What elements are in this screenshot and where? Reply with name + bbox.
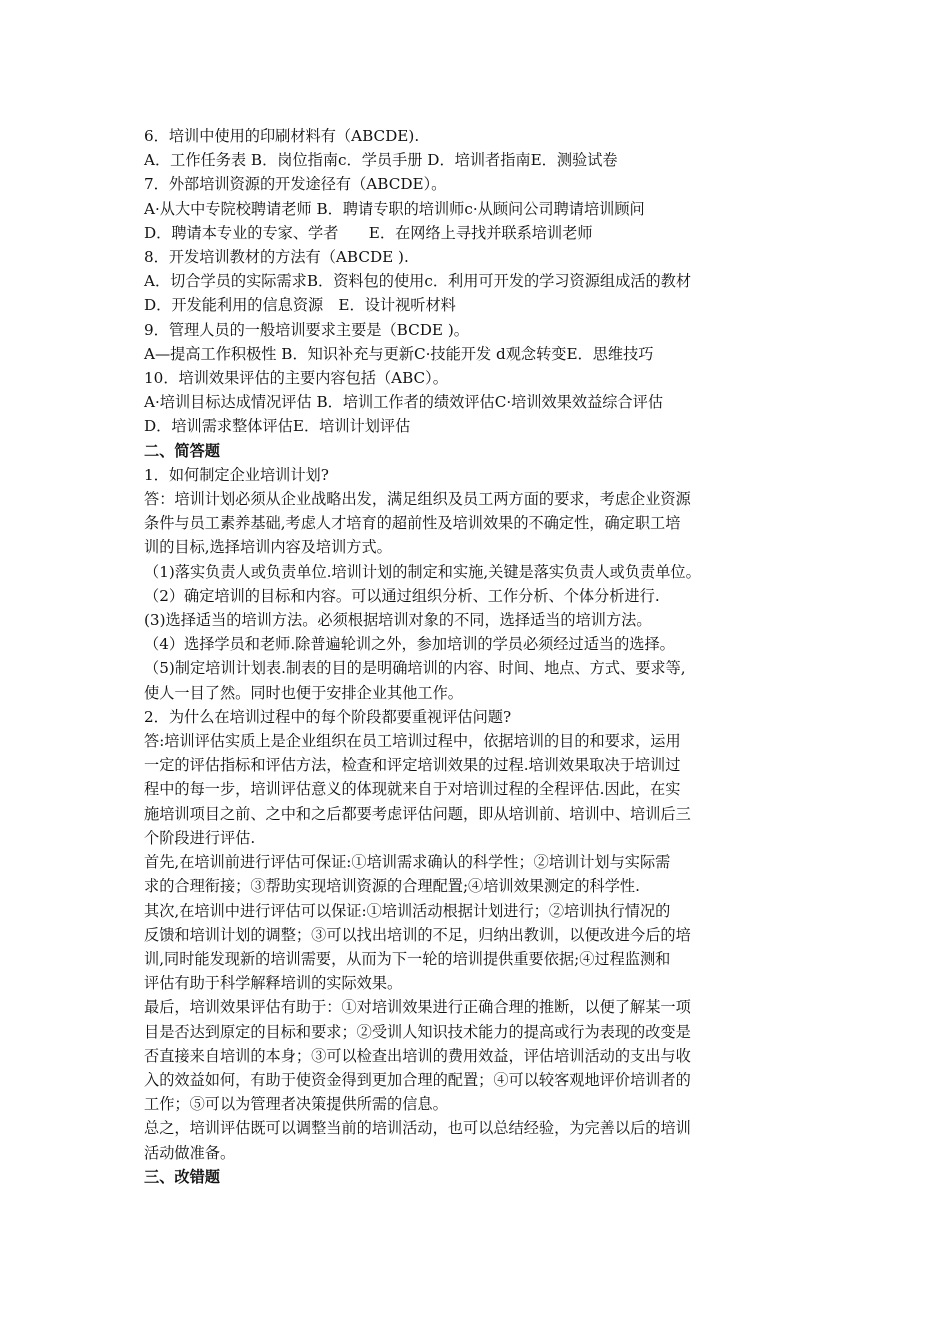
section-heading-short-answer: 二、简答题 <box>144 441 220 460</box>
text-line: A·从大中专院校聘请老师 B．聘请专职的培训师c·从顾问公司聘请培训顾问 <box>144 199 645 218</box>
text-line: D．培训需求整体评估E．培训计划评估 <box>144 417 411 436</box>
text-line: 1．如何制定企业培训计划? <box>144 465 329 484</box>
text-line: 工作；⑤可以为管理者决策提供所需的信息。 <box>144 1095 448 1114</box>
text-line: 入的效益如何，有助于使资金得到更加合理的配置；④可以较客观地评价培训者的 <box>144 1070 691 1089</box>
text-line: （4）选择学员和老师.除普遍轮训之外，参加培训的学员必须经过适当的选择。 <box>144 635 675 654</box>
text-line: 程中的每一步，培训评估意义的体现就来自于对培训过程的全程评估.因此，在实 <box>144 780 681 799</box>
text-line: 施培训项目之前、之中和之后都要考虑评估问题，即从培训前、培训中、培训后三 <box>144 804 691 823</box>
text-line: 活动做准备。 <box>144 1143 236 1162</box>
text-line: 答：培训计划必须从企业战略出发，满足组织及员工两方面的要求，考虑企业资源 <box>144 490 691 509</box>
short-answer-section <box>144 463 814 1165</box>
text-line: （2）确定培训的目标和内容。可以通过组织分析、工作分析、个体分析进行. <box>144 586 660 605</box>
text-line: 2．为什么在培训过程中的每个阶段都要重视评估问题? <box>144 707 512 726</box>
text-line: 反馈和培训计划的调整；③可以找出培训的不足，归纳出教训，以便改进今后的培 <box>144 925 691 944</box>
text-line: 6．培训中使用的印刷材料有（ABCDE). <box>144 127 420 145</box>
text-line: (3)选择适当的培训方法。必须根据培训对象的不同，选择适当的培训方法。 <box>144 611 652 630</box>
text-line: A·培训目标达成情况评估 B．培训工作者的绩效评估C·培训效果效益综合评估 <box>144 393 664 412</box>
text-line: 训的目标,选择培训内容及培训方式。 <box>144 538 392 557</box>
text-line: D．聘请本专业的专家、学者 E．在网络上寻找并联系培训老师 <box>144 223 593 242</box>
text-line: D．开发能利用的信息资源 E．设计视听材料 <box>144 296 456 315</box>
text-line: 其次,在培训中进行评估可以保证:①培训活动根据计划进行；②培训执行情况的 <box>144 901 671 920</box>
text-line: A—提高工作积极性 B．知识补充与更新C·技能开发 d观念转变E．思维技巧 <box>144 344 654 363</box>
section-heading-correction: 三、改错题 <box>144 1167 220 1186</box>
text-line: 评估有助于科学解释培训的实际效果。 <box>144 974 403 993</box>
text-line: 10．培训效果评估的主要内容包括（ABC）。 <box>144 369 448 388</box>
text-line: 答:培训评估实质上是企业组织在员工培训过程中，依据培训的目的和要求，运用 <box>144 732 681 751</box>
text-line: 一定的评估指标和评估方法，检查和评定培训效果的过程.培训效果取决于培训过 <box>144 756 681 775</box>
text-line: A．工作任务表 B．岗位指南c．学员手册 D．培训者指南E．测验试卷 <box>144 151 618 170</box>
text-line: 个阶段进行评估. <box>144 828 256 847</box>
document-body <box>144 124 814 1189</box>
text-line: 首先,在培训前进行评估可保证:①培训需求确认的科学性；②培训计划与实际需 <box>144 853 671 872</box>
text-line: 8．开发培训教材的方法有（ABCDE ). <box>144 248 409 267</box>
text-line: 最后，培训效果评估有助于：①对培训效果进行正确合理的推断，以便了解某一项 <box>144 998 691 1017</box>
text-line: 目是否达到原定的目标和要求；②受训人知识技术能力的提高或行为表现的改变是 <box>144 1022 691 1041</box>
text-line: 否直接来自培训的本身；③可以检查出培训的费用效益，评估培训活动的支出与收 <box>144 1046 691 1065</box>
text-line: 9．管理人员的一般培训要求主要是（BCDE )。 <box>144 320 469 339</box>
multiple-choice-section <box>144 124 814 439</box>
text-line: 总之，培训评估既可以调整当前的培训活动，也可以总结经验，为完善以后的培训 <box>144 1119 691 1138</box>
text-line: 条件与员工素养基础,考虑人才培育的超前性及培训效果的不确定性，确定职工培 <box>144 514 681 533</box>
text-line: 使人一目了然。同时也便于安排企业其他工作。 <box>144 683 463 702</box>
text-line: （1)落实负责人或负责单位.培训计划的制定和实施,关键是落实负责人或负责单位。 <box>144 562 701 581</box>
text-line: 求的合理衔接；③帮助实现培训资源的合理配置;④培训效果测定的科学性. <box>144 877 640 896</box>
text-line: A．切合学员的实际需求B．资料包的使用c．利用可开发的学习资源组成活的教材 <box>144 272 692 291</box>
text-line: （5)制定培训计划表.制表的目的是明确培训的内容、时间、地点、方式、要求等, <box>144 659 686 678</box>
text-line: 7．外部培训资源的开发途径有（ABCDE）。 <box>144 175 447 194</box>
text-line: 训,同时能发现新的培训需要，从而为下一轮的培训提供重要依据;④过程监测和 <box>144 949 671 968</box>
